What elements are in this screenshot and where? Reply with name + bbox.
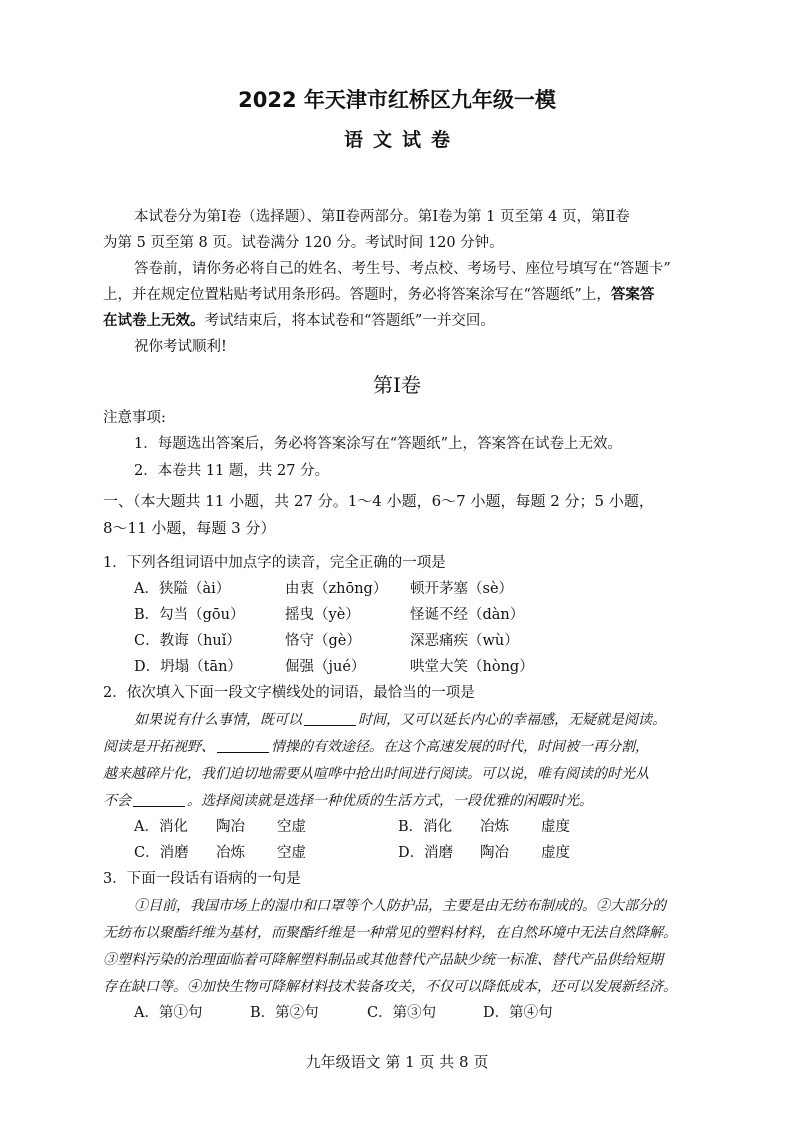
intro-p1-line2: 为第 5 页至第 8 页。试卷满分 120 分。考试时间 120 分钟。 xyxy=(103,235,504,251)
q2-passage-line4 xyxy=(103,791,593,811)
q2-blank-2 xyxy=(217,738,269,753)
q2-option-b-3: 虚度 xyxy=(541,819,570,835)
exam-subtitle: 语文试卷 xyxy=(343,129,460,151)
q1-option-b-word2: 摇曳（yè） xyxy=(285,607,360,623)
intro-p3: 祝你考试顺利! xyxy=(134,339,227,355)
q2-option-c-2: 冶炼 xyxy=(216,845,245,861)
intro-p2-line2-text: 上，并在规定位置粘贴考试用条形码。答题时，务必将答案涂写在“答题纸”上， xyxy=(103,287,611,303)
q2-passage-l1-b: 时间，又可以延长内心的幸福感，无疑就是阅读。 xyxy=(358,712,666,728)
q2-option-b-1: B．消化 xyxy=(398,819,453,835)
q1-option-c-word1: C．教诲（huǐ） xyxy=(134,633,241,649)
q3-option-a: A．第①句 xyxy=(134,1005,203,1021)
q2-passage-l4-b: 。选择阅读就是选择一种优质的生活方式，一段优雅的闲暇时光。 xyxy=(187,793,593,809)
intro-p2-line3-bold: 在试卷上无效。 xyxy=(103,312,205,329)
q1-option-a-word3: 顿开茅塞（sè） xyxy=(410,581,514,597)
intro-p2-line2-bold: 答案答 xyxy=(610,286,655,303)
q1-option-b-word3: 怪诞不经（dàn） xyxy=(410,607,525,623)
part-heading-line1: 一、（本大题共 11 小题，共 27 分。1～4 小题，6～7 小题，每题 2 分；5 小题， xyxy=(103,492,654,510)
q1-option-a-word1: A．狭隘（ài） xyxy=(134,581,231,597)
q1-option-a-word2: 由衷（zhōng） xyxy=(285,581,388,597)
notice-item-2: 2．本卷共 11 题，共 27 分。 xyxy=(134,463,330,479)
q2-passage-l1-a: 如果说有什么事情，既可以 xyxy=(134,712,302,728)
q2-option-b-2: 冶炼 xyxy=(480,819,509,835)
q3-passage-line4: 存在缺口等。④加快生物可降解材料技术装备攻关，不仅可以降低成本，还可以发展新经济。 xyxy=(103,979,677,995)
notice-label: 注意事项: xyxy=(103,410,166,426)
notice-item-1: 1．每题选出答案后，务必将答案涂写在“答题纸”上，答案答在试卷上无效。 xyxy=(134,436,623,452)
q1-option-c-word3: 深恶痛疾（wù） xyxy=(410,633,519,649)
page-footer: 九年级语文 第 1 页 共 8 页 xyxy=(305,1053,489,1071)
q3-option-b: B．第②句 xyxy=(250,1005,319,1021)
q1-option-c-word2: 恪守（gè） xyxy=(285,633,361,649)
q2-passage-line1 xyxy=(134,710,666,730)
q2-stem: 2．依次填入下面一段文字横线处的词语，最恰当的一项是 xyxy=(103,685,475,701)
q2-passage-line2 xyxy=(103,737,649,757)
q1-stem: 1．下列各组词语中加点字的读音，完全正确的一项是 xyxy=(103,555,446,571)
q3-stem: 3．下面一段话有语病的一句是 xyxy=(103,871,301,887)
intro-p2-line3 xyxy=(103,311,495,331)
q2-option-c-3: 空虚 xyxy=(277,845,306,861)
q2-passage-l4-a: 不会 xyxy=(103,793,131,809)
q2-option-c-1: C．消磨 xyxy=(134,845,189,861)
q1-option-d-word1: D．坍塌（tān） xyxy=(134,659,242,675)
q1-option-d-word3: 哄堂大笑（hòng） xyxy=(410,659,534,675)
q2-passage-l2-b: 情操的有效途径。在这个高速发展的时代，时间被一再分割， xyxy=(271,739,649,755)
q3-passage-line2: 无纺布以聚酯纤维为基材，而聚酯纤维是一种常见的塑料材料，在自然环境中无法自然降解。 xyxy=(103,925,677,941)
intro-p2-line2 xyxy=(103,285,654,305)
q1-option-b-word1: B．勾当（gōu） xyxy=(134,607,245,623)
q2-option-d-1: D．消磨 xyxy=(398,845,454,861)
q3-option-d: D．第④句 xyxy=(483,1005,553,1021)
exam-title: 2022 年天津市红桥区九年级一模 xyxy=(238,88,556,112)
q3-passage-line1: ①目前，我国市场上的湿巾和口罩等个人防护品，主要是由无纺布制成的。②大部分的 xyxy=(134,898,666,914)
q2-option-a-3: 空虚 xyxy=(277,819,306,835)
q2-blank-1 xyxy=(304,711,356,726)
q2-passage-line3: 越来越碎片化，我们迫切地需要从喧哗中抢出时间进行阅读。可以说，唯有阅读的时光从 xyxy=(103,766,649,782)
q3-passage-line3: ③塑料污染的治理面临着可降解塑料制品或其他替代产品缺少统一标准、替代产品供给短期 xyxy=(103,952,663,968)
part-heading-line2: 8～11 小题，每题 3 分） xyxy=(103,519,276,537)
intro-p2-line1: 答卷前，请你务必将自己的姓名、考生号、考点校、考场号、座位号填写在“答题卡” xyxy=(134,261,671,277)
q2-passage-l2-a: 阅读是开拓视野、 xyxy=(103,739,215,755)
q2-option-a-2: 陶冶 xyxy=(216,819,245,835)
q2-option-a-1: A．消化 xyxy=(134,819,188,835)
q2-option-d-2: 陶冶 xyxy=(480,845,509,861)
intro-p2-line3-text: 考试结束后，将本试卷和“答题纸”一并交回。 xyxy=(204,313,495,329)
section-heading: 第Ⅰ卷 xyxy=(373,373,421,397)
q1-option-d-word2: 倔强（jué） xyxy=(285,659,366,675)
q2-option-d-3: 虚度 xyxy=(541,845,570,861)
q2-blank-3 xyxy=(133,792,185,807)
q3-option-c: C．第③句 xyxy=(367,1005,437,1021)
intro-p1-line1: 本试卷分为第Ⅰ卷（选择题）、第Ⅱ卷两部分。第Ⅰ卷为第 1 页至第 4 页，第Ⅱ卷 xyxy=(134,209,630,225)
